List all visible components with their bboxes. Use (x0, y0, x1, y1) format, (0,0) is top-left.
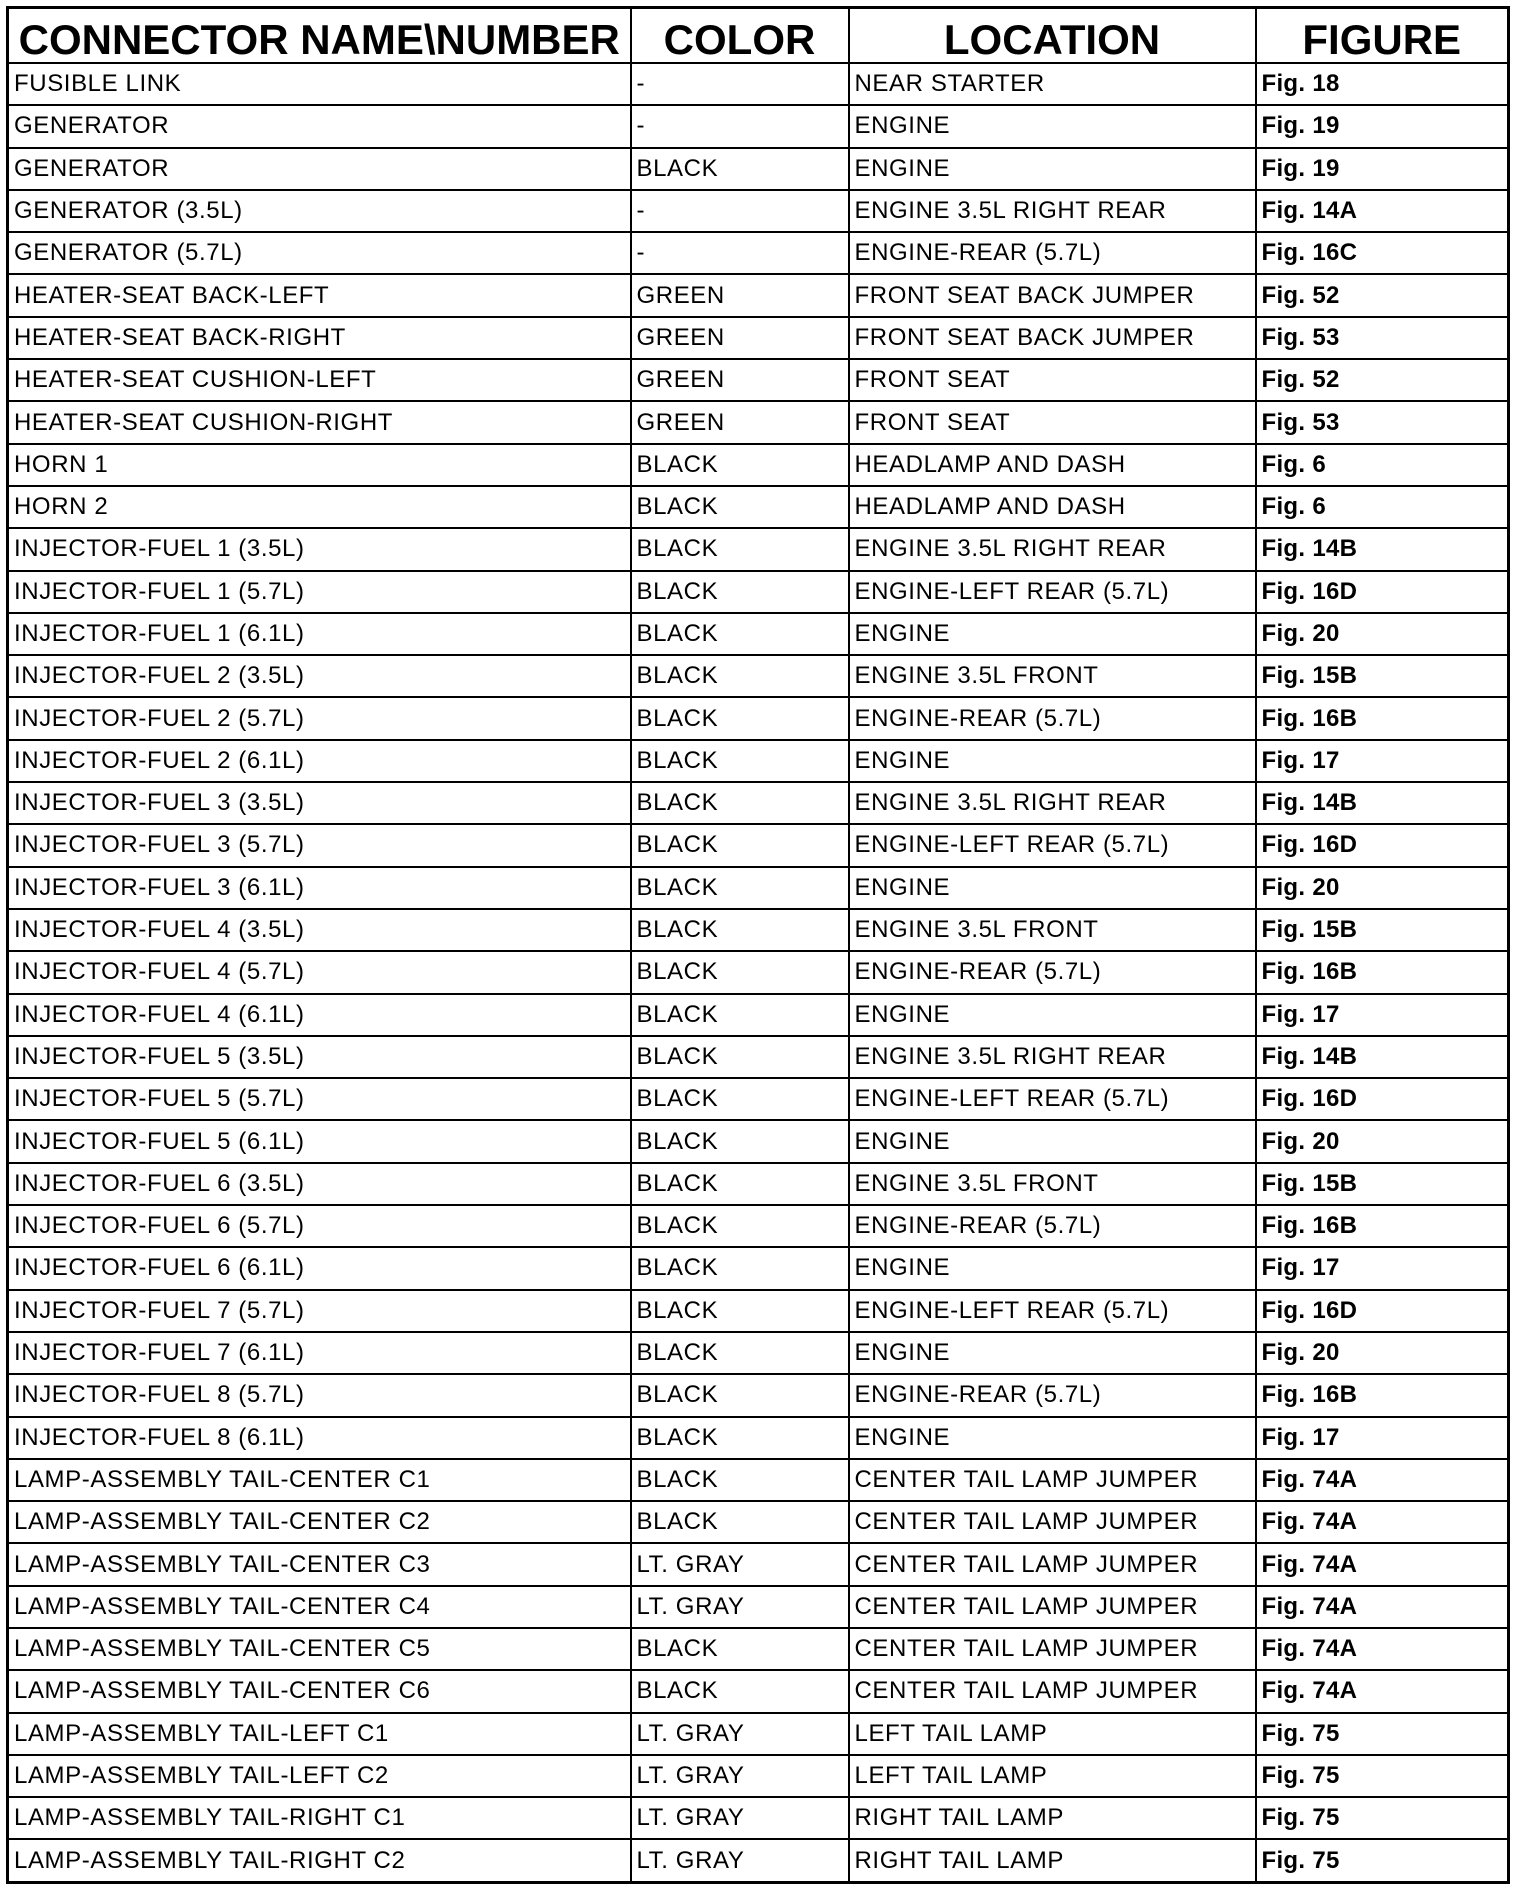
table-row (8, 190, 1509, 232)
cell-location: FRONT SEAT (849, 401, 1256, 443)
cell-location: CENTER TAIL LAMP JUMPER (849, 1459, 1256, 1501)
cell-color: LT. GRAY (631, 1755, 849, 1797)
cell-color: BLACK (631, 148, 849, 190)
cell-location: ENGINE 3.5L FRONT (849, 909, 1256, 951)
cell-location: ENGINE 3.5L FRONT (849, 655, 1256, 697)
cell-location: ENGINE (849, 1417, 1256, 1459)
table-row (8, 782, 1509, 824)
table-row (8, 1374, 1509, 1416)
table-row (8, 824, 1509, 866)
cell-location: CENTER TAIL LAMP JUMPER (849, 1628, 1256, 1670)
cell-color: BLACK (631, 782, 849, 824)
cell-location: ENGINE-REAR (5.7L) (849, 1374, 1256, 1416)
cell-color: BLACK (631, 571, 849, 613)
cell-figure: Fig. 19 (1256, 105, 1509, 147)
cell-figure: Fig. 20 (1256, 613, 1509, 655)
table-row (8, 994, 1509, 1036)
table-row (8, 1417, 1509, 1459)
cell-connector-name: INJECTOR-FUEL 6 (6.1L) (8, 1247, 631, 1289)
cell-location: ENGINE-LEFT REAR (5.7L) (849, 1078, 1256, 1120)
table-body (8, 63, 1509, 1882)
cell-connector-name: GENERATOR (3.5L) (8, 190, 631, 232)
cell-connector-name: INJECTOR-FUEL 7 (6.1L) (8, 1332, 631, 1374)
cell-figure: Fig. 17 (1256, 740, 1509, 782)
cell-figure: Fig. 20 (1256, 1120, 1509, 1162)
table-header (8, 8, 1509, 64)
cell-figure: Fig. 14A (1256, 190, 1509, 232)
cell-color: LT. GRAY (631, 1713, 849, 1755)
cell-color: BLACK (631, 994, 849, 1036)
table-row (8, 1163, 1509, 1205)
cell-color: BLACK (631, 951, 849, 993)
table-row (8, 1839, 1509, 1882)
cell-color: BLACK (631, 1628, 849, 1670)
cell-connector-name: INJECTOR-FUEL 2 (5.7L) (8, 697, 631, 739)
cell-location: ENGINE (849, 994, 1256, 1036)
cell-color: BLACK (631, 444, 849, 486)
cell-connector-name: INJECTOR-FUEL 5 (5.7L) (8, 1078, 631, 1120)
column-header-figure: FIGURE (1256, 8, 1509, 64)
cell-color: BLACK (631, 1247, 849, 1289)
cell-color: - (631, 232, 849, 274)
cell-location: ENGINE (849, 867, 1256, 909)
cell-location: CENTER TAIL LAMP JUMPER (849, 1670, 1256, 1712)
cell-figure: Fig. 74A (1256, 1586, 1509, 1628)
table-row (8, 1501, 1509, 1543)
table-row (8, 1247, 1509, 1289)
cell-color: BLACK (631, 1163, 849, 1205)
cell-figure: Fig. 75 (1256, 1713, 1509, 1755)
cell-figure: Fig. 20 (1256, 867, 1509, 909)
cell-color: BLACK (631, 1459, 849, 1501)
table-row (8, 1628, 1509, 1670)
table-row (8, 1670, 1509, 1712)
cell-color: BLACK (631, 909, 849, 951)
table-row (8, 528, 1509, 570)
cell-figure: Fig. 74A (1256, 1628, 1509, 1670)
cell-figure: Fig. 14B (1256, 782, 1509, 824)
table-row (8, 486, 1509, 528)
cell-connector-name: INJECTOR-FUEL 3 (6.1L) (8, 867, 631, 909)
cell-figure: Fig. 15B (1256, 909, 1509, 951)
cell-color: BLACK (631, 613, 849, 655)
cell-figure: Fig. 15B (1256, 655, 1509, 697)
cell-color: BLACK (631, 1417, 849, 1459)
cell-color: BLACK (631, 740, 849, 782)
cell-location: CENTER TAIL LAMP JUMPER (849, 1501, 1256, 1543)
table-row (8, 274, 1509, 316)
cell-location: NEAR STARTER (849, 63, 1256, 105)
cell-location: ENGINE (849, 613, 1256, 655)
cell-color: BLACK (631, 528, 849, 570)
cell-connector-name: INJECTOR-FUEL 2 (3.5L) (8, 655, 631, 697)
cell-figure: Fig. 16D (1256, 1078, 1509, 1120)
cell-connector-name: LAMP-ASSEMBLY TAIL-CENTER C4 (8, 1586, 631, 1628)
cell-connector-name: LAMP-ASSEMBLY TAIL-CENTER C3 (8, 1543, 631, 1585)
cell-connector-name: INJECTOR-FUEL 8 (5.7L) (8, 1374, 631, 1416)
cell-color: LT. GRAY (631, 1586, 849, 1628)
cell-color: GREEN (631, 317, 849, 359)
cell-color: BLACK (631, 1374, 849, 1416)
cell-figure: Fig. 75 (1256, 1797, 1509, 1839)
table-row (8, 1120, 1509, 1162)
cell-connector-name: HEATER-SEAT CUSHION-LEFT (8, 359, 631, 401)
cell-figure: Fig. 75 (1256, 1755, 1509, 1797)
cell-figure: Fig. 52 (1256, 274, 1509, 316)
cell-location: ENGINE-LEFT REAR (5.7L) (849, 571, 1256, 613)
connector-table (6, 6, 1510, 1884)
cell-figure: Fig. 16C (1256, 232, 1509, 274)
cell-location: ENGINE (849, 148, 1256, 190)
table-row (8, 148, 1509, 190)
cell-figure: Fig. 20 (1256, 1332, 1509, 1374)
cell-connector-name: GENERATOR (5.7L) (8, 232, 631, 274)
cell-figure: Fig. 6 (1256, 486, 1509, 528)
cell-figure: Fig. 17 (1256, 1247, 1509, 1289)
cell-connector-name: HEATER-SEAT CUSHION-RIGHT (8, 401, 631, 443)
table-row (8, 655, 1509, 697)
table-row (8, 63, 1509, 105)
cell-connector-name: INJECTOR-FUEL 6 (3.5L) (8, 1163, 631, 1205)
cell-color: GREEN (631, 274, 849, 316)
cell-figure: Fig. 53 (1256, 401, 1509, 443)
cell-location: ENGINE (849, 1120, 1256, 1162)
cell-connector-name: HEATER-SEAT BACK-RIGHT (8, 317, 631, 359)
cell-connector-name: FUSIBLE LINK (8, 63, 631, 105)
cell-figure: Fig. 16B (1256, 1374, 1509, 1416)
cell-figure: Fig. 16D (1256, 824, 1509, 866)
cell-color: LT. GRAY (631, 1543, 849, 1585)
cell-connector-name: INJECTOR-FUEL 6 (5.7L) (8, 1205, 631, 1247)
table-row (8, 1713, 1509, 1755)
cell-color: BLACK (631, 1670, 849, 1712)
cell-color: BLACK (631, 1036, 849, 1078)
cell-connector-name: INJECTOR-FUEL 1 (3.5L) (8, 528, 631, 570)
table-row (8, 1755, 1509, 1797)
cell-connector-name: LAMP-ASSEMBLY TAIL-CENTER C5 (8, 1628, 631, 1670)
cell-figure: Fig. 74A (1256, 1501, 1509, 1543)
cell-color: BLACK (631, 867, 849, 909)
table-row (8, 951, 1509, 993)
cell-location: ENGINE-REAR (5.7L) (849, 697, 1256, 739)
cell-color: - (631, 63, 849, 105)
cell-location: HEADLAMP AND DASH (849, 444, 1256, 486)
cell-figure: Fig. 6 (1256, 444, 1509, 486)
cell-connector-name: INJECTOR-FUEL 2 (6.1L) (8, 740, 631, 782)
cell-color: BLACK (631, 1205, 849, 1247)
cell-connector-name: INJECTOR-FUEL 1 (5.7L) (8, 571, 631, 613)
cell-location: ENGINE (849, 740, 1256, 782)
cell-connector-name: HEATER-SEAT BACK-LEFT (8, 274, 631, 316)
cell-color: BLACK (631, 824, 849, 866)
cell-location: ENGINE (849, 1332, 1256, 1374)
cell-location: LEFT TAIL LAMP (849, 1755, 1256, 1797)
cell-location: FRONT SEAT (849, 359, 1256, 401)
table-row (8, 317, 1509, 359)
cell-figure: Fig. 16B (1256, 951, 1509, 993)
cell-connector-name: INJECTOR-FUEL 1 (6.1L) (8, 613, 631, 655)
table-row (8, 697, 1509, 739)
cell-location: ENGINE (849, 1247, 1256, 1289)
cell-connector-name: HORN 2 (8, 486, 631, 528)
cell-connector-name: INJECTOR-FUEL 5 (3.5L) (8, 1036, 631, 1078)
cell-figure: Fig. 16D (1256, 571, 1509, 613)
cell-connector-name: LAMP-ASSEMBLY TAIL-RIGHT C2 (8, 1839, 631, 1882)
cell-connector-name: INJECTOR-FUEL 4 (5.7L) (8, 951, 631, 993)
cell-location: ENGINE-REAR (5.7L) (849, 232, 1256, 274)
table-row (8, 1205, 1509, 1247)
cell-connector-name: GENERATOR (8, 105, 631, 147)
table-row (8, 571, 1509, 613)
table-row (8, 401, 1509, 443)
cell-figure: Fig. 17 (1256, 1417, 1509, 1459)
table-row (8, 1586, 1509, 1628)
cell-connector-name: INJECTOR-FUEL 4 (6.1L) (8, 994, 631, 1036)
cell-connector-name: LAMP-ASSEMBLY TAIL-CENTER C6 (8, 1670, 631, 1712)
cell-connector-name: GENERATOR (8, 148, 631, 190)
cell-location: ENGINE-LEFT REAR (5.7L) (849, 824, 1256, 866)
table-row (8, 1332, 1509, 1374)
cell-location: HEADLAMP AND DASH (849, 486, 1256, 528)
cell-color: GREEN (631, 359, 849, 401)
cell-figure: Fig. 74A (1256, 1670, 1509, 1712)
cell-color: - (631, 105, 849, 147)
table-row (8, 613, 1509, 655)
table-row (8, 1036, 1509, 1078)
cell-figure: Fig. 53 (1256, 317, 1509, 359)
cell-color: BLACK (631, 1501, 849, 1543)
cell-location: ENGINE-REAR (5.7L) (849, 1205, 1256, 1247)
cell-color: BLACK (631, 1120, 849, 1162)
cell-location: RIGHT TAIL LAMP (849, 1839, 1256, 1882)
cell-location: CENTER TAIL LAMP JUMPER (849, 1543, 1256, 1585)
cell-figure: Fig. 16B (1256, 1205, 1509, 1247)
table-row (8, 444, 1509, 486)
cell-color: BLACK (631, 486, 849, 528)
cell-connector-name: HORN 1 (8, 444, 631, 486)
cell-location: ENGINE 3.5L RIGHT REAR (849, 190, 1256, 232)
cell-connector-name: INJECTOR-FUEL 7 (5.7L) (8, 1290, 631, 1332)
cell-location: ENGINE 3.5L RIGHT REAR (849, 1036, 1256, 1078)
column-header-color: COLOR (631, 8, 849, 64)
cell-color: BLACK (631, 1332, 849, 1374)
cell-connector-name: INJECTOR-FUEL 3 (3.5L) (8, 782, 631, 824)
cell-location: RIGHT TAIL LAMP (849, 1797, 1256, 1839)
cell-color: BLACK (631, 655, 849, 697)
cell-connector-name: INJECTOR-FUEL 4 (3.5L) (8, 909, 631, 951)
cell-color: - (631, 190, 849, 232)
table-row (8, 867, 1509, 909)
cell-connector-name: INJECTOR-FUEL 5 (6.1L) (8, 1120, 631, 1162)
cell-figure: Fig. 18 (1256, 63, 1509, 105)
cell-location: ENGINE-REAR (5.7L) (849, 951, 1256, 993)
cell-figure: Fig. 19 (1256, 148, 1509, 190)
cell-figure: Fig. 17 (1256, 994, 1509, 1036)
cell-figure: Fig. 16B (1256, 697, 1509, 739)
cell-color: LT. GRAY (631, 1839, 849, 1882)
cell-color: BLACK (631, 697, 849, 739)
cell-location: LEFT TAIL LAMP (849, 1713, 1256, 1755)
cell-location: ENGINE-LEFT REAR (5.7L) (849, 1290, 1256, 1332)
cell-connector-name: LAMP-ASSEMBLY TAIL-LEFT C1 (8, 1713, 631, 1755)
table-row (8, 740, 1509, 782)
cell-figure: Fig. 14B (1256, 1036, 1509, 1078)
cell-color: LT. GRAY (631, 1797, 849, 1839)
table-row (8, 359, 1509, 401)
cell-color: GREEN (631, 401, 849, 443)
cell-connector-name: LAMP-ASSEMBLY TAIL-RIGHT C1 (8, 1797, 631, 1839)
cell-location: ENGINE (849, 105, 1256, 147)
cell-location: FRONT SEAT BACK JUMPER (849, 274, 1256, 316)
column-header-connector-name: CONNECTOR NAME\NUMBER (8, 8, 631, 64)
table-row (8, 1797, 1509, 1839)
cell-location: ENGINE 3.5L RIGHT REAR (849, 782, 1256, 824)
cell-connector-name: LAMP-ASSEMBLY TAIL-CENTER C1 (8, 1459, 631, 1501)
cell-connector-name: LAMP-ASSEMBLY TAIL-LEFT C2 (8, 1755, 631, 1797)
table-row (8, 1078, 1509, 1120)
cell-connector-name: INJECTOR-FUEL 3 (5.7L) (8, 824, 631, 866)
table-row (8, 909, 1509, 951)
cell-location: ENGINE 3.5L FRONT (849, 1163, 1256, 1205)
cell-figure: Fig. 14B (1256, 528, 1509, 570)
cell-figure: Fig. 74A (1256, 1543, 1509, 1585)
cell-figure: Fig. 15B (1256, 1163, 1509, 1205)
table-row (8, 1290, 1509, 1332)
cell-color: BLACK (631, 1290, 849, 1332)
cell-connector-name: LAMP-ASSEMBLY TAIL-CENTER C2 (8, 1501, 631, 1543)
cell-figure: Fig. 16D (1256, 1290, 1509, 1332)
table-row (8, 1543, 1509, 1585)
column-header-location: LOCATION (849, 8, 1256, 64)
cell-location: FRONT SEAT BACK JUMPER (849, 317, 1256, 359)
cell-figure: Fig. 52 (1256, 359, 1509, 401)
header-row (8, 8, 1509, 64)
cell-figure: Fig. 74A (1256, 1459, 1509, 1501)
cell-figure: Fig. 75 (1256, 1839, 1509, 1882)
cell-location: CENTER TAIL LAMP JUMPER (849, 1586, 1256, 1628)
cell-connector-name: INJECTOR-FUEL 8 (6.1L) (8, 1417, 631, 1459)
cell-location: ENGINE 3.5L RIGHT REAR (849, 528, 1256, 570)
table-row (8, 105, 1509, 147)
table-row (8, 232, 1509, 274)
table-row (8, 1459, 1509, 1501)
cell-color: BLACK (631, 1078, 849, 1120)
